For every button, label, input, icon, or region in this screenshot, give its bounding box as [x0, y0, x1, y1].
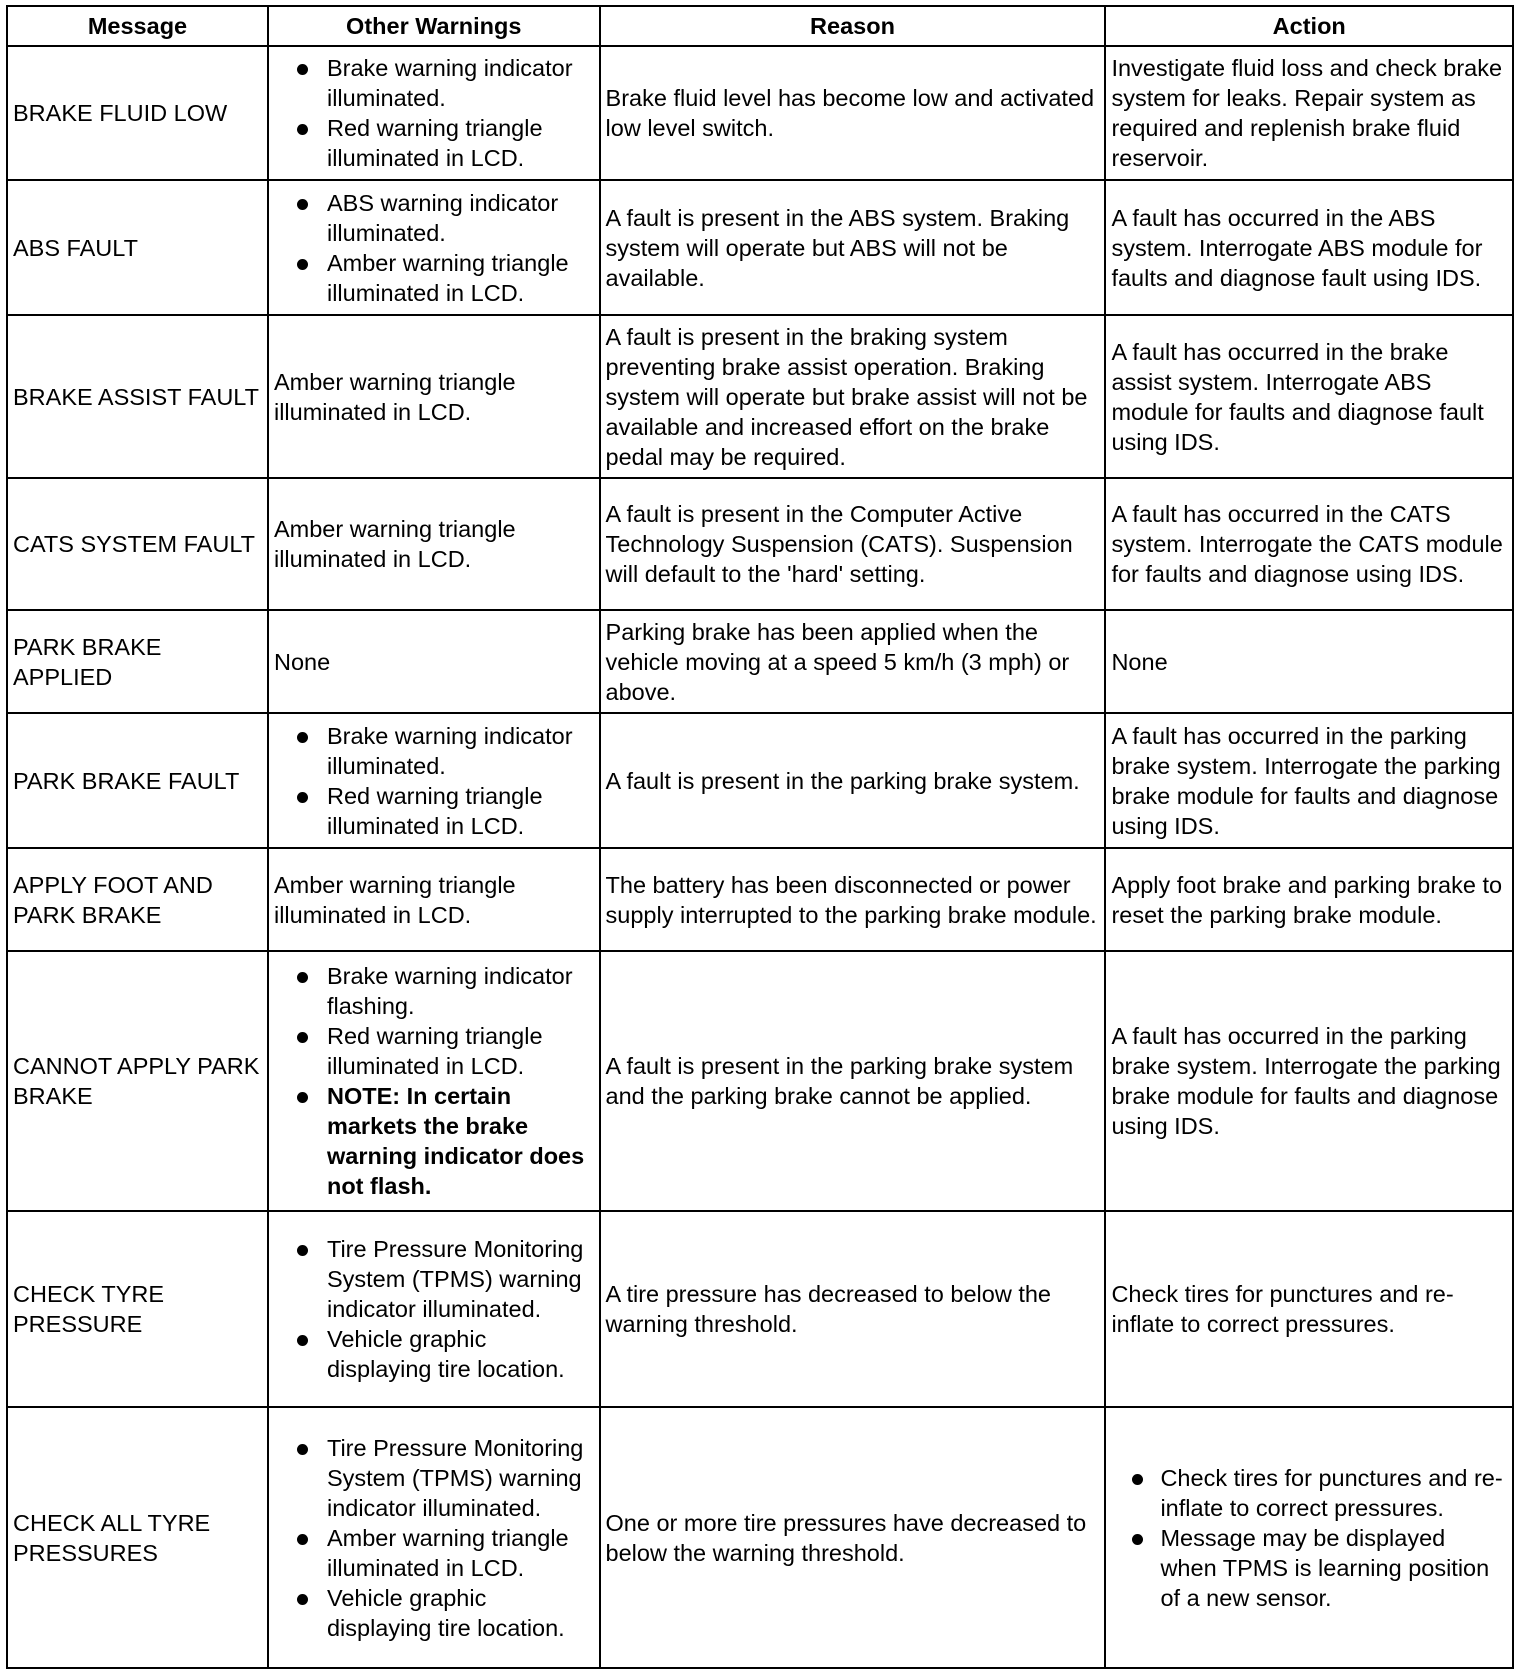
- message-cell: CHECK TYRE PRESSURE: [7, 1211, 268, 1407]
- other-warnings-cell: Amber warning triangle illuminated in LCD.: [268, 478, 600, 610]
- message-cell: BRAKE FLUID LOW: [7, 46, 268, 180]
- other-warnings-cell: [268, 1211, 600, 1407]
- reason-cell: Brake fluid level has become low and activated low level switch.: [600, 46, 1106, 180]
- reason-cell: A fault is present in the ABS system. Braking system will operate but ABS will not be available.: [600, 180, 1106, 315]
- table-row: [7, 1407, 1513, 1668]
- action-cell: Investigate fluid loss and check brake system for leaks. Repair system as required and replenish brake fluid reservoir.: [1105, 46, 1513, 180]
- warning-item: Red warning triangle illuminated in LCD.: [274, 1021, 594, 1081]
- table-row: [7, 713, 1513, 848]
- message-cell: ABS FAULT: [7, 180, 268, 315]
- reason-cell: A tire pressure has decreased to below the warning threshold.: [600, 1211, 1106, 1407]
- table-row: [7, 315, 1513, 478]
- reason-cell: A fault is present in the parking brake system and the parking brake cannot be applied.: [600, 951, 1106, 1212]
- reason-cell: A fault is present in the parking brake system.: [600, 713, 1106, 848]
- action-item: Message may be displayed when TPMS is learning position of a new sensor.: [1111, 1523, 1507, 1613]
- action-cell: [1105, 1407, 1513, 1668]
- action-cell: A fault has occurred in the CATS system. Interrogate the CATS module for faults and diagnose using IDS.: [1105, 478, 1513, 610]
- reason-cell: Parking brake has been applied when the vehicle moving at a speed 5 km/h (3 mph) or above.: [600, 610, 1106, 713]
- reason-cell: One or more tire pressures have decreased to below the warning threshold.: [600, 1407, 1106, 1668]
- header-other-warnings: Other Warnings: [268, 6, 600, 46]
- warning-item: Brake warning indicator illuminated.: [274, 53, 594, 113]
- header-action: Action: [1105, 6, 1513, 46]
- other-warnings-cell: [268, 46, 600, 180]
- warning-item: Brake warning indicator flashing.: [274, 961, 594, 1021]
- table-row: [7, 180, 1513, 315]
- table-row: [7, 951, 1513, 1212]
- message-cell: PARK BRAKE APPLIED: [7, 610, 268, 713]
- action-item: Check tires for punctures and re-inflate to correct pressures.: [1111, 1463, 1507, 1523]
- table-header-row: [7, 6, 1513, 46]
- warning-item: Tire Pressure Monitoring System (TPMS) warning indicator illuminated.: [274, 1433, 594, 1523]
- message-cell: APPLY FOOT AND PARK BRAKE: [7, 848, 268, 950]
- warning-messages-table: [6, 5, 1514, 1669]
- message-cell: BRAKE ASSIST FAULT: [7, 315, 268, 478]
- warning-item: ABS warning indicator illuminated.: [274, 188, 594, 248]
- warning-item: Vehicle graphic displaying tire location.: [274, 1324, 594, 1384]
- warning-item: Brake warning indicator illuminated.: [274, 721, 594, 781]
- warning-item: Vehicle graphic displaying tire location.: [274, 1583, 594, 1643]
- message-cell: CHECK ALL TYRE PRESSURES: [7, 1407, 268, 1668]
- header-reason: Reason: [600, 6, 1106, 46]
- message-cell: PARK BRAKE FAULT: [7, 713, 268, 848]
- warning-item: Tire Pressure Monitoring System (TPMS) warning indicator illuminated.: [274, 1234, 594, 1324]
- warning-item: Amber warning triangle illuminated in LCD.: [274, 1523, 594, 1583]
- message-cell: CATS SYSTEM FAULT: [7, 478, 268, 610]
- other-warnings-cell: [268, 180, 600, 315]
- warning-item: Red warning triangle illuminated in LCD.: [274, 781, 594, 841]
- action-cell: A fault has occurred in the parking brake system. Interrogate the parking brake module for faults and diagnose using IDS.: [1105, 713, 1513, 848]
- other-warnings-cell: Amber warning triangle illuminated in LCD.: [268, 315, 600, 478]
- action-cell: A fault has occurred in the ABS system. Interrogate ABS module for faults and diagnose fault using IDS.: [1105, 180, 1513, 315]
- reason-cell: A fault is present in the braking system preventing brake assist operation. Braking system will operate but brake assist will not be available and increased effort on the brake pedal may be required.: [600, 315, 1106, 478]
- action-cell: None: [1105, 610, 1513, 713]
- action-cell: Check tires for punctures and re-inflate to correct pressures.: [1105, 1211, 1513, 1407]
- warning-item: Amber warning triangle illuminated in LCD.: [274, 248, 594, 308]
- table-row: [7, 610, 1513, 713]
- header-message: Message: [7, 6, 268, 46]
- warning-item: Red warning triangle illuminated in LCD.: [274, 113, 594, 173]
- reason-cell: The battery has been disconnected or power supply interrupted to the parking brake module.: [600, 848, 1106, 950]
- other-warnings-cell: None: [268, 610, 600, 713]
- table-row: [7, 848, 1513, 950]
- table-row: [7, 46, 1513, 180]
- reason-cell: A fault is present in the Computer Active Technology Suspension (CATS). Suspension will default to the 'hard' setting.: [600, 478, 1106, 610]
- other-warnings-cell: [268, 951, 600, 1212]
- note-item: NOTE: In certain markets the brake warning indicator does not flash.: [274, 1081, 594, 1201]
- action-cell: A fault has occurred in the parking brake system. Interrogate the parking brake module for faults and diagnose using IDS.: [1105, 951, 1513, 1212]
- other-warnings-cell: [268, 713, 600, 848]
- table-row: [7, 1211, 1513, 1407]
- other-warnings-cell: Amber warning triangle illuminated in LCD.: [268, 848, 600, 950]
- action-cell: Apply foot brake and parking brake to reset the parking brake module.: [1105, 848, 1513, 950]
- message-cell: CANNOT APPLY PARK BRAKE: [7, 951, 268, 1212]
- other-warnings-cell: [268, 1407, 600, 1668]
- action-cell: A fault has occurred in the brake assist system. Interrogate ABS module for faults and diagnose fault using IDS.: [1105, 315, 1513, 478]
- table-row: [7, 478, 1513, 610]
